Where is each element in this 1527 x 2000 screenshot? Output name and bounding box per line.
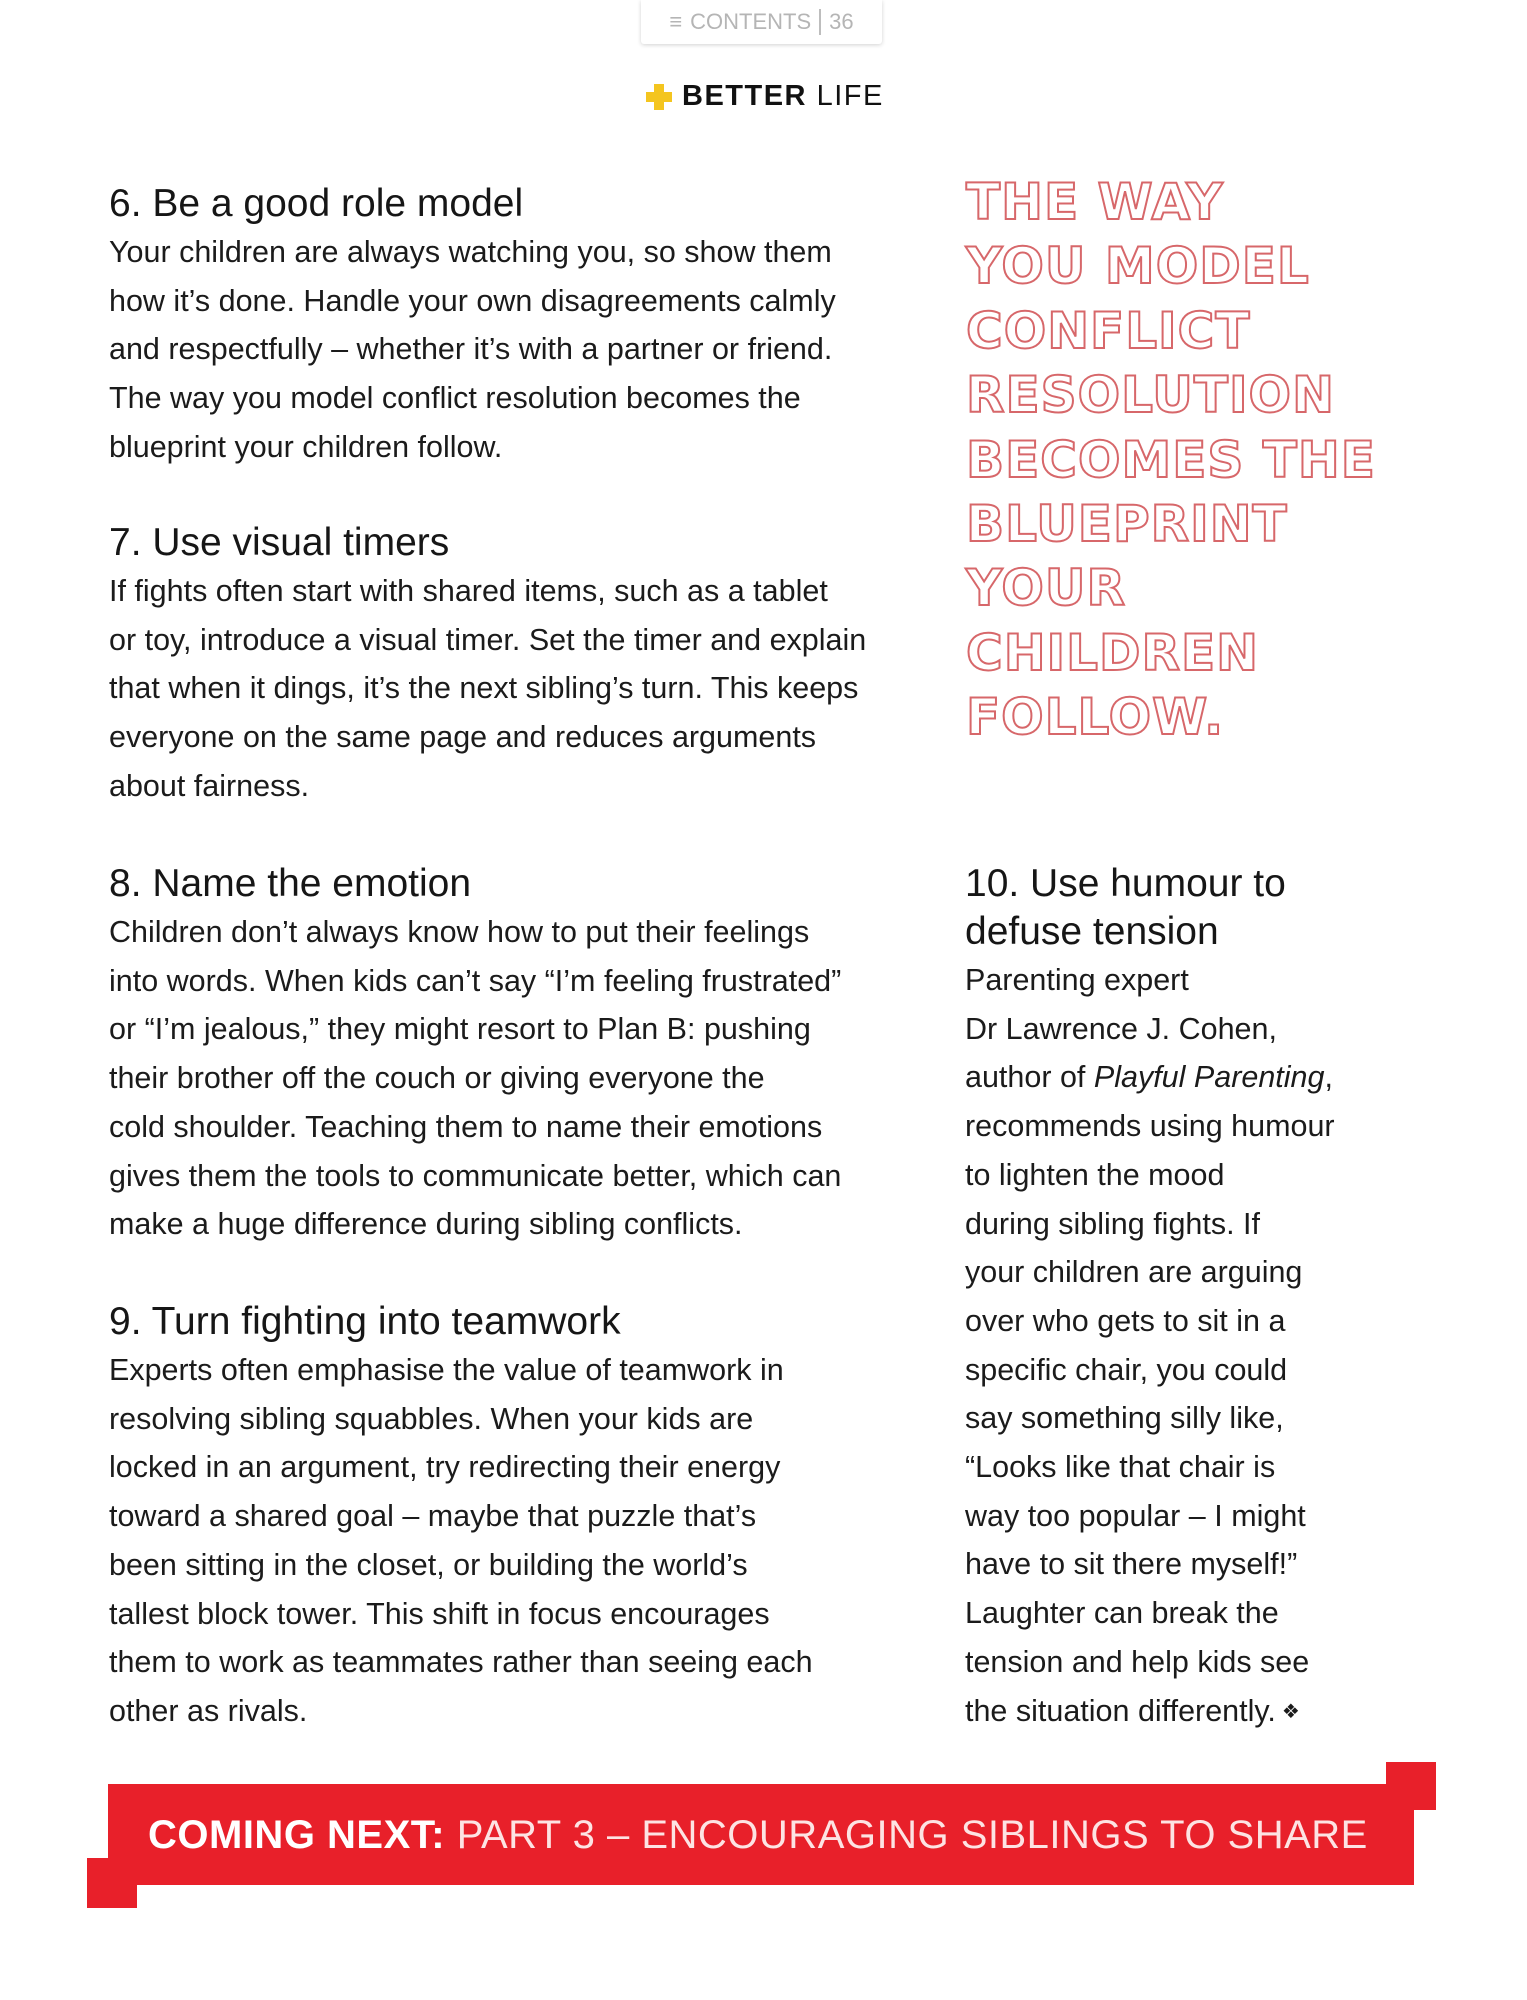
text: ,	[1324, 1060, 1333, 1095]
body-line: The way you model conflict resolution becomes the	[109, 381, 801, 416]
plus-icon	[646, 84, 672, 110]
body-line: If fights often start with shared items, such as a tablet	[109, 574, 828, 608]
tip-10	[965, 860, 1335, 1737]
coming-next-text	[148, 1808, 1368, 1862]
tip-heading: 9. Turn fighting into teamwork	[109, 1300, 621, 1343]
body-line: about fairness.	[109, 768, 310, 803]
body-line: them to work as teammates rather than seeing each	[109, 1645, 813, 1680]
tip-9	[109, 1298, 813, 1736]
contents-button[interactable]	[641, 0, 882, 44]
brand-light: LIFE	[816, 80, 884, 112]
body-line: locked in an argument, try redirecting their energy	[109, 1450, 781, 1485]
pull-quote-line: CONFLICT	[966, 301, 1251, 360]
section-brand	[646, 80, 884, 113]
body-line: over who gets to sit in a	[965, 1303, 1286, 1338]
heading-line: 10. Use humour to	[965, 862, 1286, 905]
body-line: the situation differently. ❖	[965, 1693, 1300, 1728]
body-line: and respectfully – whether it’s with a partner or friend.	[109, 332, 833, 367]
banner-tab-right	[1414, 1786, 1436, 1810]
body-line: make a huge difference during sibling conflicts.	[109, 1207, 743, 1242]
tip-heading: 7. Use visual timers	[109, 521, 450, 564]
body-line: Dr Lawrence J. Cohen,	[965, 1011, 1277, 1046]
menu-icon: ≡	[669, 9, 683, 34]
body-line: have to sit there myself!”	[965, 1547, 1298, 1582]
body-line: other as rivals.	[109, 1693, 308, 1728]
body-line: Children don’t always know how to put their feelings	[109, 915, 810, 949]
body-line: tension and help kids see	[965, 1644, 1310, 1679]
text: author of	[965, 1060, 1094, 1095]
tip-7	[109, 519, 866, 811]
brand-bold: BETTER	[682, 80, 807, 112]
body-line: way too popular – I might	[965, 1498, 1306, 1533]
body-line: Experts often emphasise the value of teamwork in	[109, 1353, 784, 1387]
body-line: say something silly like,	[965, 1401, 1284, 1436]
body-line: toward a shared goal – maybe that puzzle that’s	[109, 1499, 757, 1534]
body-line: Laughter can break the	[965, 1596, 1279, 1631]
tip-heading: 8. Name the emotion	[109, 862, 472, 905]
body-line: resolving sibling squabbles. When your kids are	[109, 1401, 754, 1436]
body-line: Your children are always watching you, so show them	[109, 235, 832, 269]
pull-quote-line: YOU MODEL	[966, 237, 1310, 296]
end-mark-icon: ❖	[1281, 1701, 1300, 1724]
body-line: blueprint your children follow.	[109, 429, 503, 464]
body-line: Parenting expert	[965, 963, 1189, 997]
pull-quote-line: CHILDREN	[966, 623, 1260, 682]
body-line: gives them the tools to communicate better, which can	[109, 1158, 842, 1193]
book-title: Playful Parenting	[1093, 1060, 1325, 1095]
pull-quote-line: BLUEPRINT	[966, 495, 1288, 554]
body-line: how it’s done. Handle your own disagreements calmly	[109, 283, 836, 318]
body-line: tallest block tower. This shift in focus encourages	[109, 1596, 770, 1631]
pull-quote-line: YOUR	[966, 559, 1127, 618]
contents-label: CONTENTS	[690, 9, 812, 34]
divider	[819, 9, 821, 35]
pull-quote	[966, 170, 1376, 750]
tip-8	[109, 860, 841, 1249]
body-line: specific chair, you could	[965, 1352, 1288, 1387]
tip-heading	[965, 860, 1335, 956]
body-line: your children are arguing	[965, 1255, 1303, 1290]
body-line: into words. When kids can’t say “I’m feeling frustrated”	[109, 963, 842, 998]
body-line: or “I’m jealous,” they might resort to Plan B: pushing	[109, 1012, 811, 1047]
heading-line: defuse tension	[965, 910, 1219, 953]
body-line: recommends using humour	[965, 1109, 1335, 1144]
tip-heading: 6. Be a good role model	[109, 182, 524, 225]
body-line: or toy, introduce a visual timer. Set the timer and explain	[109, 622, 867, 657]
banner-bold: COMING NEXT:	[148, 1813, 446, 1857]
pull-quote-line: THE WAY	[966, 173, 1224, 231]
tip-6	[109, 180, 836, 472]
pull-quote-line: RESOLUTION	[966, 366, 1335, 425]
body-line: during sibling fights. If	[965, 1206, 1260, 1241]
body-line: been sitting in the closet, or building the world’s	[109, 1547, 748, 1582]
pull-quote-line: FOLLOW.	[966, 688, 1225, 747]
pull-quote-line: BECOMES THE	[966, 430, 1376, 489]
body-line-book	[965, 1053, 1335, 1102]
body-line: their brother off the couch or giving everyone the	[109, 1061, 765, 1096]
body-line: cold shoulder. Teaching them to name their emotions	[109, 1109, 823, 1144]
body-line: to lighten the mood	[965, 1157, 1225, 1192]
page-number: 36	[829, 9, 854, 34]
banner-rest: PART 3 – ENCOURAGING SIBLINGS TO SHARE	[456, 1813, 1368, 1857]
body-line: “Looks like that chair is	[965, 1450, 1276, 1485]
body-line: that when it dings, it’s the next sibling’s turn. This keeps	[109, 671, 859, 706]
body-line: everyone on the same page and reduces arguments	[109, 720, 817, 755]
